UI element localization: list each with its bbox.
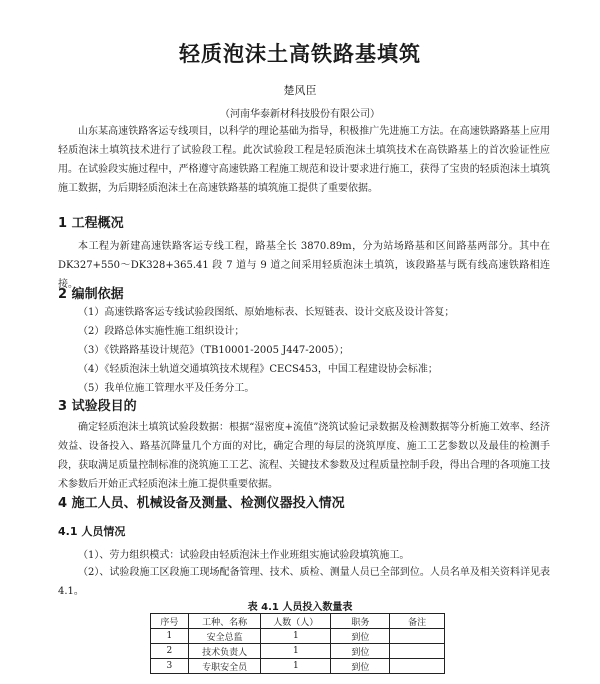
table-cell <box>390 629 445 644</box>
table-cell: 到位 <box>331 659 390 674</box>
list-item: （3）《铁路路基设计规范》（TB10001-2005 J447-2005）； <box>78 345 350 356</box>
table-header-cell: 备注 <box>390 614 445 629</box>
table-cell <box>390 659 445 674</box>
abstract-paragraph: 山东某高速铁路客运专线项目，以科学的理论基础为指导，积极推广先进施工方法。在高速铁路路基上应用轻质泡沫土填筑技术进行了试验段工程。此次试验段工程是轻质泡沫土填筑技术在高铁路基上的首次验证性应用。在试验段实施过程中，严格遵守高速铁路工程施工规范和设计要求进行施工，获得了宝贵的轻质泡沫土填筑施工数据，为后期轻质泡沫土在高速铁路基的填筑施工提供了重要依据。 <box>58 126 550 194</box>
section-1-paragraph: 本工程为新建高速铁路客运专线工程，路基全长 3870.89m，分为站场路基和区间路基两部分。其中在 DK327+550～DK328+365.41 段 7 道与 9 道之间采用轻质泡沫土填筑，该段路基与既有线高速铁路相连接。 <box>58 241 550 290</box>
table-cell: 1 <box>261 659 331 674</box>
section-3-heading: 3 试验段目的 <box>58 399 137 414</box>
list-item: （2）段路总体实施性施工组织设计； <box>78 326 245 337</box>
table-cell: 3 <box>151 659 189 674</box>
table-header-row <box>151 614 445 629</box>
personnel-table <box>150 613 445 674</box>
affiliation: （河南华泰新材科技股份有限公司） <box>220 109 380 120</box>
table-cell: 到位 <box>331 644 390 659</box>
table-cell: 1 <box>261 629 331 644</box>
table-cell: 安全总监 <box>188 629 260 644</box>
section-3-paragraph: 确定轻质泡沫土填筑试验段数据：根据“湿密度+流值”浇筑试验记录数据及检测数据等分析施工效率、经济效益、设备投入、路基沉降量几个方面的对比，确定合理的每层的浇筑厚度、施工工艺参数以及最佳的检测手段，获取满足质量控制标准的浇筑施工工艺、流程、关键技术参数及过程质量控制手段，得出合理的各项施工技术参数后开始正式轻质泡沫土施工提供重要依据。 <box>58 422 550 490</box>
table-cell: 专职安全员 <box>188 659 260 674</box>
table-row <box>151 644 445 659</box>
table-cell: 1 <box>261 644 331 659</box>
section-4-1-heading: 4.1 人员情况 <box>58 525 126 538</box>
list-item: （1）高速铁路客运专线试验段图纸、原始地标表、长短链表、设计交底及设计答复； <box>78 307 455 318</box>
table-cell: 技术负责人 <box>188 644 260 659</box>
section-1-heading: 1 工程概况 <box>58 216 124 231</box>
table-row <box>151 629 445 644</box>
table-header-cell: 人数（人） <box>261 614 331 629</box>
table-header-cell: 工种、名称 <box>188 614 260 629</box>
section-4-paragraph-2: （2）、试验段施工区段施工现场配备管理、技术、质检、测量人员已全部到位。人员名单及相关资料详见表 4.1。 <box>58 567 550 597</box>
table-caption: 表 4.1 人员投入数量表 <box>247 602 353 613</box>
list-item: （4）《轻质泡沫土轨道交通填筑技术规程》CECS453，中国工程建设协会标准； <box>78 364 438 375</box>
table-cell <box>390 644 445 659</box>
section-2-heading: 2 编制依据 <box>58 287 124 302</box>
paper-title: 轻质泡沫土高铁路基填筑 <box>179 41 421 66</box>
table-header-cell: 职务 <box>331 614 390 629</box>
section-4-paragraph-1: （1）、劳力组织模式：试验段由轻质泡沫土作业班组实施试验段填筑施工。 <box>78 550 410 561</box>
table-cell: 2 <box>151 644 189 659</box>
author: 楚风臣 <box>283 84 317 97</box>
table-row <box>151 659 445 674</box>
table-header-cell: 序号 <box>151 614 189 629</box>
table-cell: 到位 <box>331 629 390 644</box>
list-item: （5）我单位施工管理水平及任务分工。 <box>78 383 255 394</box>
section-4-heading: 4 施工人员、机械设备及测量、检测仪器投入情况 <box>58 496 345 511</box>
basis-list <box>78 303 558 398</box>
table-cell: 1 <box>151 629 189 644</box>
